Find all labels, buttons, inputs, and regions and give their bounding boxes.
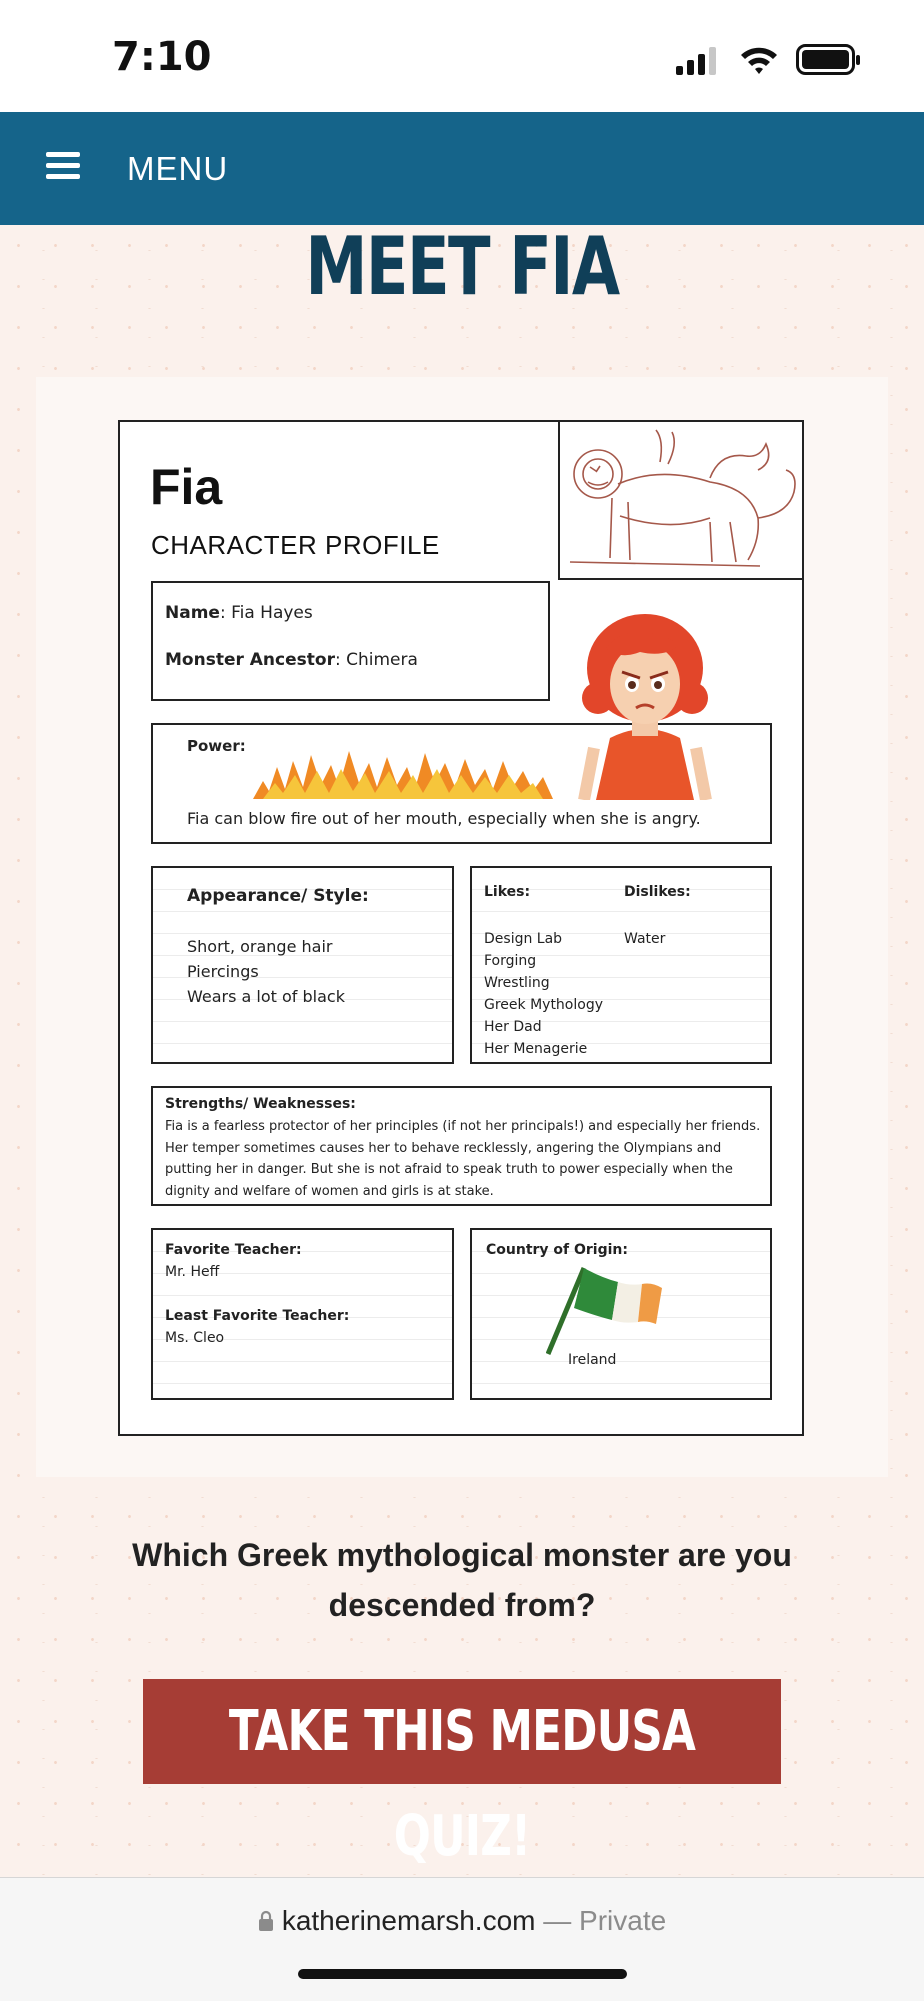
least-teacher-label: Least Favorite Teacher:: [165, 1308, 350, 1324]
signal-icon: [674, 46, 722, 76]
url-domain: katherinemarsh.com: [281, 1905, 536, 1936]
quiz-button-label: TAKE THIS MEDUSA QUIZ!: [228, 1699, 696, 1869]
likes-box: [470, 866, 772, 1064]
wifi-icon: [738, 44, 780, 76]
appearance-item: Wears a lot of black: [187, 987, 345, 1006]
likes-item: Wrestling: [484, 975, 550, 991]
chimera-box: [558, 420, 804, 580]
lock-icon: [258, 1910, 274, 1932]
dislikes-item: Water: [624, 931, 666, 947]
name-label: Name: [165, 603, 220, 623]
ireland-flag-icon: [546, 1264, 666, 1356]
likes-item: Greek Mythology: [484, 997, 603, 1013]
dislikes-list: [624, 928, 665, 950]
fav-teacher: Mr. Heff: [165, 1264, 220, 1280]
battery-icon: [796, 44, 862, 76]
menu-icon[interactable]: [46, 152, 80, 180]
fav-teacher-label: Favorite Teacher:: [165, 1242, 302, 1258]
browser-url-bar[interactable]: [0, 1877, 924, 2001]
name-value: : Fia Hayes: [219, 603, 313, 623]
chimera-illustration: [560, 422, 802, 578]
profile-name: Fia: [150, 459, 223, 515]
strengths-box: [151, 1086, 772, 1206]
likes-label: Likes:: [484, 884, 531, 900]
likes-item: Design Lab: [484, 931, 563, 947]
name-box: [151, 581, 550, 701]
home-indicator[interactable]: [298, 1969, 627, 1979]
url-display[interactable]: [0, 1905, 924, 1937]
least-teacher: Ms. Cleo: [165, 1330, 225, 1346]
country-value: Ireland: [568, 1352, 617, 1368]
ancestor-value: : Chimera: [334, 650, 418, 670]
ancestor-label: Monster Ancestor: [165, 650, 335, 670]
likes-item: Her Dad: [484, 1019, 542, 1035]
likes-item: Forging: [484, 953, 537, 969]
appearance-box: [151, 866, 454, 1064]
appearance-item: Piercings: [187, 962, 259, 981]
page-title: MEET FIA: [305, 220, 619, 313]
appearance-list: [187, 934, 345, 1009]
country-box: [470, 1228, 772, 1400]
country-label: Country of Origin:: [486, 1242, 628, 1258]
url-private: — Private: [535, 1905, 667, 1936]
status-time: 7:10: [112, 34, 212, 80]
dislikes-label: Dislikes:: [624, 884, 691, 900]
appearance-label: Appearance/ Style:: [187, 886, 369, 906]
quiz-button[interactable]: [143, 1679, 781, 1869]
profile-subtitle: CHARACTER PROFILE: [151, 530, 440, 560]
strengths-label: Strengths/ Weaknesses:: [165, 1096, 356, 1112]
fia-portrait: [570, 588, 720, 800]
power-text: Fia can blow fire out of her mouth, especially when she is angry.: [187, 809, 701, 828]
quiz-question: Which Greek mythological monster are you descended from?: [132, 1537, 792, 1623]
teacher-box: [151, 1228, 454, 1400]
power-label: Power:: [187, 737, 246, 755]
likes-item: Her Menagerie: [484, 1041, 588, 1057]
menu-button[interactable]: MENU: [127, 150, 229, 187]
strengths-text: Fia is a fearless protector of her principles (if not her principals!) and especially her friends. Her temper sometimes causes her to behave recklessly, angering the Olympians and putting her in danger. But she is not afraid to speak truth to power especially when the dignity and welfare of women and girls is at stake.: [165, 1119, 761, 1199]
fire-illustration: [253, 747, 553, 799]
appearance-item: Short, orange hair: [187, 937, 333, 956]
likes-list: [484, 928, 603, 1060]
